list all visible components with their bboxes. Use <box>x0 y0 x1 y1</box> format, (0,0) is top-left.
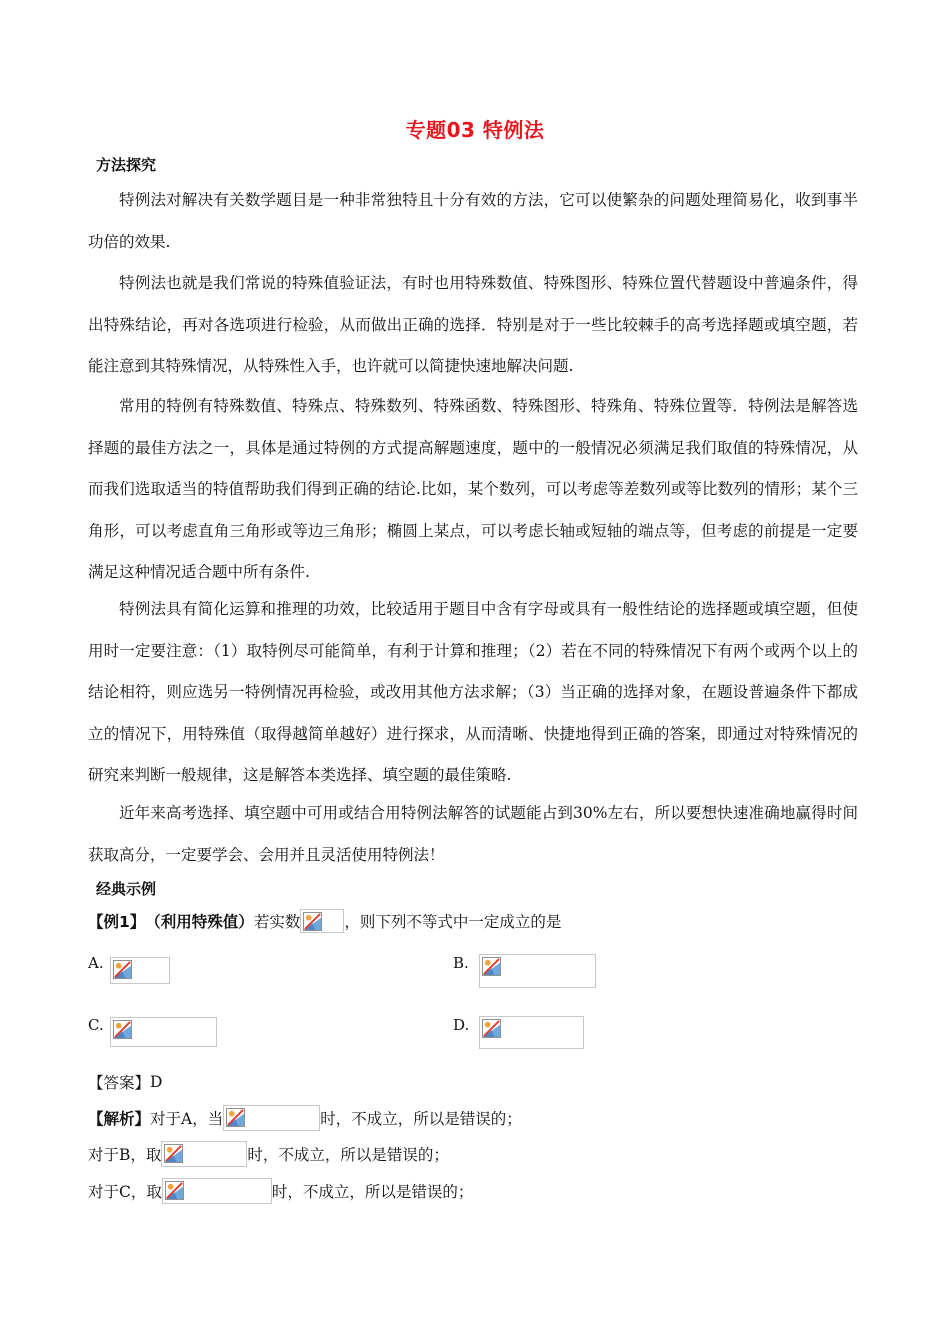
example1-tag: 【例1】 <box>88 913 146 931</box>
broken-image-icon <box>113 960 132 979</box>
analysis-1-formula <box>223 1105 320 1131</box>
analysis-tag: 【解析】 <box>88 1110 151 1128</box>
analysis-1-before: 对于A，当 <box>150 1110 224 1128</box>
broken-image-icon <box>113 1020 132 1039</box>
analysis-2-formula <box>161 1141 247 1167</box>
example1-stem-after: ，则下列不等式中一定成立的是 <box>344 913 562 931</box>
option-b-formula <box>479 954 596 988</box>
broken-image-icon <box>165 1181 184 1200</box>
analysis-line-1 <box>88 1104 522 1132</box>
broken-image-icon <box>482 1019 501 1038</box>
method-paragraph-5: 近年来高考选择、填空题中可用或结合用特例法解答的试题能占到30%左右，所以要想快速准确地赢得时间获取高分，一定要学会、会用并且灵活使用特例法！ <box>88 804 858 864</box>
analysis-1-after: 时，不成立，所以是错误的； <box>320 1110 522 1128</box>
formula-image <box>300 909 344 933</box>
broken-image-icon <box>164 1144 183 1163</box>
example1-stem-before: 若实数 <box>253 913 301 931</box>
example1-method: （利用特殊值） <box>145 913 254 931</box>
analysis-3-formula <box>162 1178 272 1204</box>
analysis-line-2 <box>88 1140 449 1168</box>
option-d-formula <box>479 1016 584 1049</box>
method-paragraph-2: 特例法也就是我们常说的特殊值验证法，有时也用特殊数值、特殊图形、特殊位置代替题设中普遍条件，得出特殊结论，再对各选项进行检验，从而做出正确的选择．特别是对于一些比较棘手的高考选择题或填空题，若能注意到其特殊情况，从特殊性入手，也许就可以简捷快速地解决问题. <box>88 274 858 376</box>
answer-tag: 【答案】 <box>88 1074 151 1092</box>
option-d-label: D. <box>453 1016 470 1034</box>
option-b-label: B. <box>453 954 469 972</box>
analysis-2-before: 对于B，取 <box>88 1146 162 1164</box>
option-c-formula <box>110 1017 217 1047</box>
analysis-3-before: 对于C，取 <box>88 1183 162 1201</box>
broken-image-icon <box>303 912 322 931</box>
analysis-3-after: 时，不成立，所以是错误的； <box>271 1183 474 1201</box>
answer-line <box>88 1068 162 1096</box>
answer-value: D <box>150 1073 163 1091</box>
option-c-label: C. <box>88 1016 104 1034</box>
broken-image-icon <box>482 957 501 976</box>
method-section-heading: 方法探究 <box>96 156 157 174</box>
example1-stem <box>88 907 561 935</box>
example-section-heading: 经典示例 <box>96 880 157 898</box>
option-a-label: A. <box>88 954 104 972</box>
broken-image-icon <box>226 1108 245 1127</box>
method-paragraph-3: 常用的特例有特殊数值、特殊点、特殊数列、特殊函数、特殊图形、特殊角、特殊位置等．特例法是解答选择题的最佳方法之一，具体是通过特例的方式提高解题速度，题中的一般情况必须满足我们取值的特殊情况，从而我们选取适当的特值帮助我们得到正确的结论.比如，某个数列，可以考虑等差数列或等比数列的情形；某个三角形，可以考虑直角三角形或等边三角形；椭圆上某点，可以考虑长轴或短轴的端点等，但考虑的前提是一定要满足这种情况适合题中所有条件. <box>88 397 858 582</box>
method-paragraph-1: 特例法对解决有关数学题目是一种非常独特且十分有效的方法，它可以使繁杂的问题处理简易化，收到事半功倍的效果. <box>88 191 858 251</box>
analysis-2-after: 时，不成立，所以是错误的； <box>247 1146 449 1164</box>
analysis-line-3 <box>88 1177 473 1205</box>
page-title: 专题03 特例法 <box>405 118 545 142</box>
method-paragraph-4: 特例法具有简化运算和推理的功效，比较适用于题目中含有字母或具有一般性结论的选择题或填空题，但使用时一定要注意：（1）取特例尽可能简单，有利于计算和推理；（2）若在不同的特殊情况下有两个或两个以上的结论相符，则应选另一特例情况再检验，或改用其他方法求解；（3）当正确的选择对象，在题设普遍条件下都成立的情况下，用特殊值（取得越简单越好）进行探求，从而清晰、快捷地得到正确的答案，即通过对特殊情况的研究来判断一般规律，这是解答本类选择、填空题的最佳策略. <box>88 600 858 785</box>
option-a-formula <box>110 957 170 984</box>
